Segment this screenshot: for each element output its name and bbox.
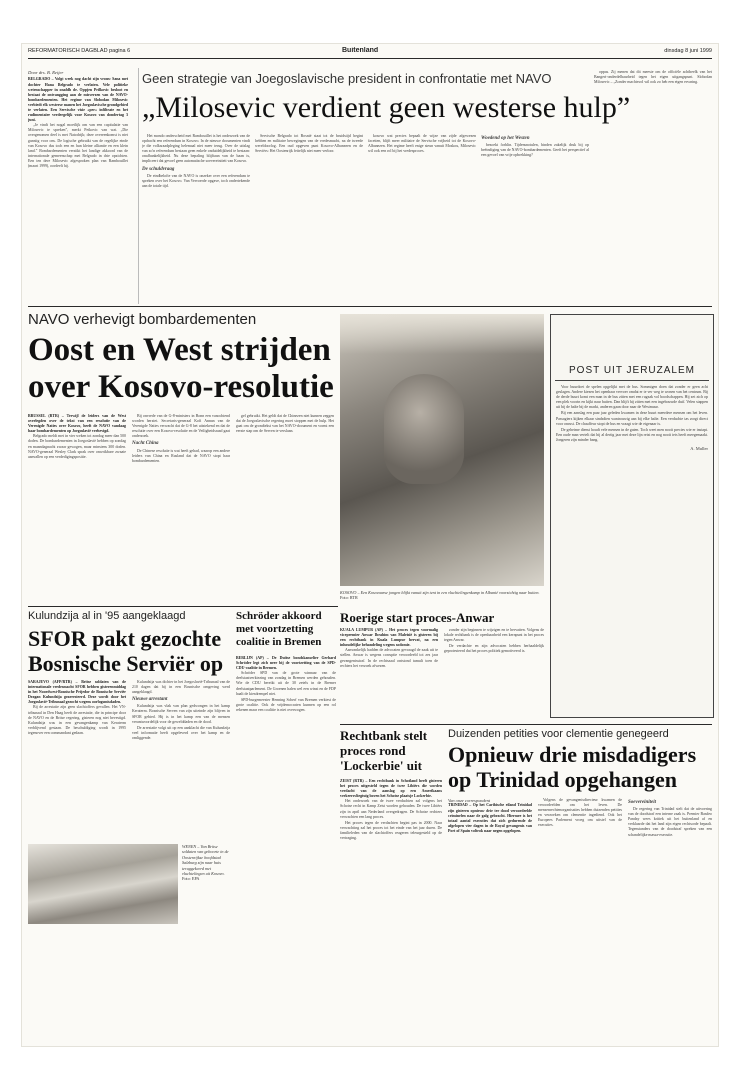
a9-headline: Opnieuw drie misdadigers op Trinidad opgehangen <box>448 742 697 792</box>
a10-body2: Bij een aanslag een paar jaar geleden kwamen in deze buurt meerdere mensen om het leven. Passagiers kijken elkaar sindsdien wantrouwig aan bij elke halte. Een verdachte tas zorgt direct voor onrust. De chauffeur stopt de bus en vraagt wie de eigenaar is. <box>556 411 708 426</box>
divider-3 <box>340 724 712 725</box>
a5-kicker: Schröder akkoord met voortzetting coalitie in Bremen <box>236 610 322 648</box>
a3-col2-text: Bij onvrede van de G-8-ministers in Bonn een vanochtend worden herziet. Secretaris-generaal Kofi Annan van de Verenigde Naties verwacht dat de G-8 het uitstekend en dat de resolutie over een Kosovo-resolutie en de Veiligheidsraad gaat onderzoek. <box>132 414 230 439</box>
divider-2 <box>28 606 338 607</box>
a7-body: Aanvankelijk hadden de advocaten gevraagd de zaak uit te stellen. Anwar is wegens corruptie veroordeeld tot zes jaar gevangenisstraf. In de rechtszaal ontstond tumult toen de rechters het verzoek afwezen. <box>340 648 438 668</box>
a3-col2b-text: De Chinese resolutie is wat heeft gehad, waarop een andere leiders van China en Rusland dat de NAVO stopt haar bombardementen. <box>132 448 230 463</box>
a7-col1 <box>340 628 438 720</box>
a3-caption-text: KOSOVO – Een Kosovaarse jongen blijkt vanuit zijn tent in een vluchtelingenkamp in Albanië voorzichtig naar buiten. <box>340 590 540 595</box>
a4-body: Bij de arrestatie zijn geen slachtoffers gevallen. Het VN-tribunaal in Den Haag heeft de arrestatie, die in principe door de NAVO en de Britse regering, gisteren nog niet bevestigd. Kulundzija was in een gevangenkamp van Keraterm verblijvend gestaan. De beschuldiging wordt in 1995 tegenover een commandant gedaan. <box>28 705 126 735</box>
a3-body: Belgrado meldt met in vier weken tot zondag meer dan 500 doden. De bombardementen in Joegoslavië hebben op zondag en maandagnacht zwaar gewogen, maar minstens 300 doden. NAVO-generaal Wesley Clark sprak over onwrikbare zwaaie aanvallen op een verdedigingspositie. <box>28 434 126 459</box>
a4-kicker: Kulundzija al in '95 aangeklaagd <box>28 610 186 622</box>
a1-body: „Je vindt het nogal moeilijk om van een capitulatie van Milosevic te spreken”, merkt Petkovic van wat. „Die overgenomen deel is met Natodrijk; deze overeenkomst is niet gunstig voor ons. De logische gebruikt van de regelijke einde van Kosovo dus toch een en hun kleine alliantie en een klein land.” Bombardementen verstikt het landige akkoord van de internationale gemeenschap met Belgrado in drie opzichten. Een ten dere Milosevic afgesproken plan van Rambouillet (maart 1999), oordeelt hij. <box>28 123 128 168</box>
a4-sub: Nieuwe arrestant <box>132 697 168 703</box>
a9-kicker: Duizenden petities voor clementie genegeerd <box>448 728 669 740</box>
a4-col2-text: Kulundzija was dichter in het Joegoslavië-Tribunaal van de 210 dagen dat hij in een Bosnische omgeving werd aangeklaagd. <box>132 680 230 695</box>
a2-col4-text: bezoekt forblin. Tijdensnotulen, binden zakelijk druk bij op beëindiging van de NAVO-bombardementen. Geeft het perspectief al een gevoel van vrije opbrekking? <box>481 143 589 158</box>
header-rule <box>28 58 712 59</box>
a7-lead: KUALA LUMPUR (AP) – Het proces tegen voormalig vicepremier Anwar Ibrahim van Maleisië is gisteren bij een rechtbank in Kuala Lumpur hervat, na een inhoudelijke behandeling wegens sodomie. <box>340 628 438 648</box>
a9-col2 <box>538 798 622 1040</box>
a9-lead: TRINIDAD – Op het Caribische eiland Trinidad zijn gisteren opnieuw drie ter dood veroordeelde criminelen naar de galg gebracht. Hiermee is het totaal aantal executies dat zich gedurende de afgelopen vier dagen in de Royal gevangenis van Port of Spain voltrok naar negen opgelopen. <box>448 803 532 833</box>
a8-lead: ZEIST (RTR) – Een rechtbank in Schotland heeft gisteren het proces uitgesteld tegen de twee Libiërs die worden verdacht van de aanslag op een Amerikaans verkeersvliegtuig boven het Schotse plaatsje Lockerbie. <box>340 779 442 799</box>
a6-caption-text: WENEN – Van Britse soldaten van geboorte in de Oostenrijkse hoofdstad Salzburg zijn naar huis teruggekeerd met vluchtelingen uit Kosovo. <box>182 844 229 877</box>
photo-kosovo-boy <box>340 314 544 586</box>
a3-sub2: Nacht China <box>132 441 159 447</box>
a2-col3 <box>368 134 476 302</box>
a7-col2 <box>444 628 544 720</box>
a8-headline: Rechtbank stelt proces rond 'Lockerbie' uit <box>340 728 428 773</box>
divider-1 <box>28 306 712 307</box>
a10-author: A. Muller <box>690 446 708 452</box>
a2-col1 <box>142 134 250 302</box>
a3-col1 <box>28 414 126 602</box>
a3-kicker: NAVO verhevigt bombardementen <box>28 311 257 328</box>
a9-sub: Soevereiniteit <box>628 800 657 805</box>
header-section: Buitenland <box>342 47 379 54</box>
a5-lead: BERLIJN (AP) – De Duitse bondskanselier Gerhard Schröder legt zich neer bij de voortzetting van de SPD-CDU-coalitie in Bremen. <box>236 656 336 671</box>
article-belgrado <box>28 70 128 300</box>
a8-col2: Het proces tegen de verdachten begint pas in 2000. Naar verwachting zal het proces tot het einde van het jaar duren. De familieleden van de slachtoffers reageren teleurgesteld op de vertraging. <box>340 820 442 841</box>
a9-col2-text: De regering van Trinidad stelt dat de uitvoering van de doodstraf een interne zaak is. Premier Basdeo Panday wees kritiek uit het buitenland af en verklaarde dat het land zijn eigen rechtsorde bepaalt. Tegenstanders van de doodstraf spreken van een schandelijke massa-executie. <box>628 807 712 837</box>
photo-river <box>28 844 178 924</box>
a4-col2c-text: De arrestatie volgt uit op een aanklacht die van Kulundzija veel informatie heeft opgeleverd over het kamp en de omliggende. <box>132 725 230 740</box>
a3-caption <box>340 590 544 604</box>
a2-sub1: De schuldvraag <box>142 166 175 172</box>
a10-body: Voor buurdoet de spelen opgelijkt met de bus. Sommigen doen dat zonder er geen acht geslagen. Andere kiezen het openbaar vervoer omdat er te ver weg te wonen van het centrum. Bij de derde buurt komt een man in de bus zitten met een rugzak vol boodschappen. Hij zet zich op een plek voorin en kijkt naar buiten. Dan blijft hij zitten met een ingebouwde duif. Velen stappen uit bij de halte bij de markt, anderen gaan door naar de Westmuur. <box>556 385 708 410</box>
newspaper-page <box>22 44 718 1046</box>
a1-byline: Door drs. B. Reijer <box>28 70 64 75</box>
a5-col2: SPD-burgemeester Henning Scherf van Bremen verkiest de grote coalitie. Ook de vrijdemocraten kunnen op een rol rekenen maar een coalitie is niet overwogen. <box>236 697 336 712</box>
a7-headline: Roerige start proces-Anwar <box>340 610 495 625</box>
header-date: dinsdag 8 juni 1999 <box>664 48 712 54</box>
a3-col2 <box>132 414 230 602</box>
a9-col3 <box>628 798 712 1040</box>
a1-lead: BELGRADO – Volgt week nog dacht zijn vrouw Sana met dochter Hana Belgrado te verlaten. Vele politieke wetenschapper in onafdh de. Oppjen Prilkovic besloot en bestaat de ontvangging aan de misverzen van de NAVO-bombardementen. Het regime van Slobodan Milosevic verbiedt elk westerse manen het Joegoslavische grondgebied te verlaten. Een Servische visie «per» infiltrate en het rudimentaire verdergelijk voor Kosovo van dondertag 3 juni. <box>28 77 128 123</box>
a5-col <box>236 656 336 836</box>
a5-body: Schröder SPD van de grote winnaar van de deelstaatverkiezing van zondag in Bremen werden gehouden. Wie de CDU bereikt uit de 30 zetels in de Bremer deelstaatparlement. De Groenen halen wel een winst en de FDP haalt de kiesdrempel niet. <box>236 671 336 696</box>
a3-headline: Oost en West strijden over Kosovo-resolutie <box>28 332 334 405</box>
a2-col2 <box>255 134 363 302</box>
a7-col2b-text: De verdachte en zijn advocaten hebben herhaaldelijk geprotesteerd dat het proces politiek gemotiveerd is. <box>444 644 544 654</box>
a9-byline: Van onze correspondent <box>448 798 491 803</box>
a4-lead: SARAJEVO (AFP/RTR) – Britse soldaten van de internationale vredesmacht SFOR hebben gisterenmiddag in het Noordwest-Bosnische Prijedor de Bosnische Serviër Dragan Kulundzija gearresteerd. Deze wordt door het Joegoslavië-Tribunaal gezocht wegens oorlogsmisdaden. <box>28 680 126 705</box>
a4-headline: SFOR pakt gezochte Bosnische Serviër op <box>28 626 224 676</box>
a6-caption-credit: Foto: EPA <box>182 876 200 882</box>
a10-kicker: POST UIT JERUZALEM <box>569 365 695 376</box>
a2-sub2: Woedend op het Westen <box>481 136 530 141</box>
a2-col1-text: Het mondo onderscheid met Rambouillet is het onderzoek van de opdracht een referendum in Kosovo. In de nieuwe documenten vindt je die volksraadpleging helemaal niet meer terug. Over de uitslag van zo'n referendum bestaan geen enkele onduidelijkheid te bestaan: onafhankelijkheid. Nu deze bepaling blijftaan van de baan is, impliceert dat gevoel geen automatische soevereiniteit van Kosovo. <box>142 134 250 164</box>
a8-col <box>340 779 442 1039</box>
a8-body: Het onderzoek van de twee verdachten zal volgens het Schotse recht in Kamp Zeist worden gehouden. De twee Libiërs zijn in april aan Nederland overgedragen. De Schotse rechters verwachten een lang proces. <box>340 799 442 819</box>
a3-lead: BRUSSEL (RTR) – Terwijl de leiders van de West overlegden over de tekst van een resolutie van de Verenigde Naties over Kosovo, heeft de NAVO vandaag haar bombardementen op Joegoslavië verhevigd. <box>28 414 126 434</box>
a6-caption <box>182 844 232 924</box>
a3-caption-credit: Foto: RTR <box>340 595 358 601</box>
a2-col1b-text: De eindbelofte van de NAVO is onzeker over een referendum te spreken over het Kosovo. Van Vervoerde opgave, toch ondertekende aan de totale tijd. <box>142 173 250 188</box>
a7-col2-text: zonder zijn beginnen te wijzigen en te hervatten. Volgens de lokale rechtbank is de openbaarheid een kernpunt in het proces tegen Anwar. <box>444 628 544 643</box>
a2-kicker: Geen strategie van Joegoslavische president in confrontatie met NAVO <box>142 71 552 86</box>
a9-col1 <box>448 798 532 1040</box>
a2-col5 <box>594 70 712 302</box>
a3-col3 <box>236 414 334 602</box>
a3-col3-text: gel gebruikt. Het geldt dat de Chinezen niet kunnen zeggen dat de Joegoslavische regering moet stoppen met de hulp. Het gaat om de grondtekst van het NAVO-document en vormt een eerste stap om de Serven te verslaan. <box>236 414 334 434</box>
a2-headline: „Milosevic verdient geen westerse hulp” <box>142 91 631 124</box>
a2-col5-text: oppas. Zij menen dat dit meeste om de officiële achtbeelk van het Bangeri-onderdelbaarheid tegen het eigen uitgangspunt. Slobodan Milosevic – „Zonder machtsvol wil ook zo heb een eigen ervaring. <box>594 70 712 85</box>
header-left: REFORMATORISCH DAGBLAD pagina 6 <box>28 48 131 54</box>
a10-body3: De geheime dienst houdt vele mensen in de gaten. Toch weet men nooit precies wie er instapt. Een oude man vertelt dat hij al dertig jaar met deze lijn reist en nog nooit iets heeft meegemaakt. Jongeren zijn minder bang. <box>556 427 708 442</box>
column-post-uit-jeruzalem <box>550 314 714 718</box>
a2-col3-text: kosovo wat precies bepaalt de wijze van zijde afgewezen facetten, blijft meer militaire de Servische vrijheid tot de Kosovo-Albanezen. Het regime heeft enige steun vanuit Moskou, Milosevic wil ook een rol bij het vredesproces. <box>368 134 476 154</box>
a4-col2b-text: Kulundzija was vlak van plan gedwongen in het kamp Keraterm. Bosnische Serven van zijn uiteinde zijn blijven in SFOR gebied. Hij is in het kamp een van de mensen verantwoordelijk voor de gewelddaden en de dood. <box>132 704 230 724</box>
a9-body: Volgens de gevangenisdirecteur kwamen de veroordeelden om het leven. De mensenrechtenorganisaties hebben duizenden petities en verzoeken om clementie ingediend. Ook het Europees Parlement vroeg om uitstel van de executies. <box>538 798 622 828</box>
a2-rule <box>138 68 139 304</box>
a2-col2-text: Servische Belgrado tot Bosnië staat tot de bruidstijd begint hebben en militaire bewegingen van de vredesmacht, na de tweede wereldoorlog. Een oud opgeven punt Kosovo-Albanezen en de Serviërs: Het Oostenrijk feitelijk niet meer verloor. <box>255 134 363 154</box>
a2-col4 <box>481 134 589 302</box>
